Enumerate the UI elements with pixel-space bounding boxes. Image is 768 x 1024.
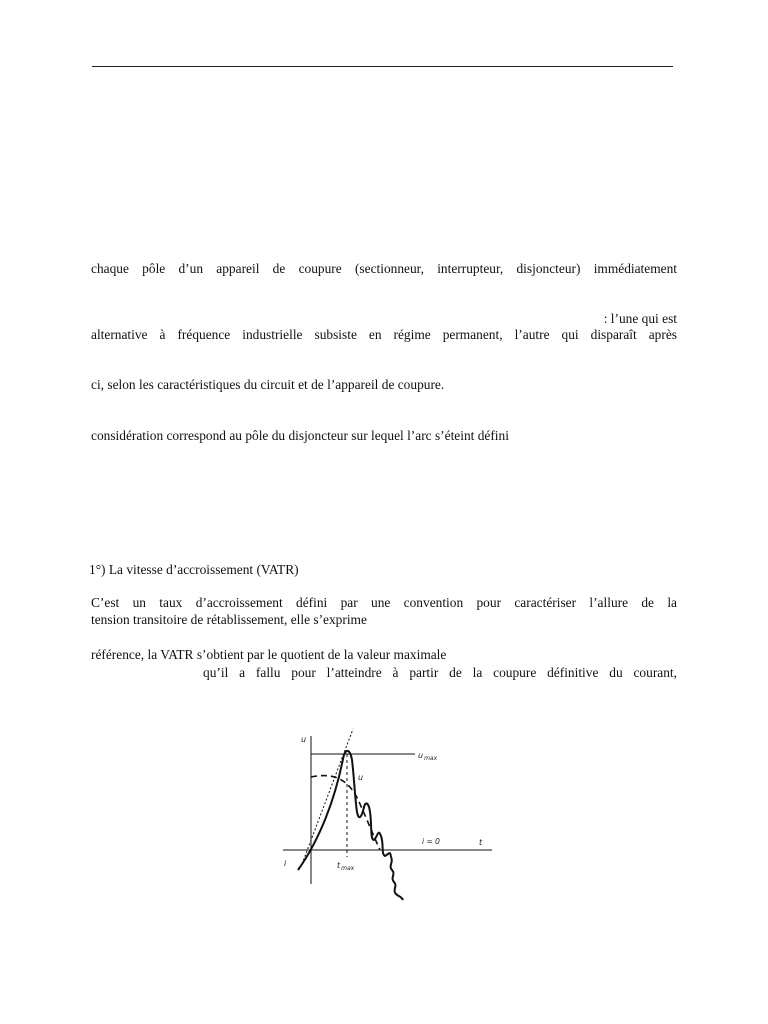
text-line-3: alternative à fréquence industrielle subsiste en régime permanent, l’autre qui disparaît après <box>91 327 677 342</box>
i-zero-label: i = 0 <box>422 837 440 846</box>
text-line-2: : l’une qui est <box>603 311 677 326</box>
voltage-curve <box>298 751 391 870</box>
text-line-5: considération correspond au pôle du disjoncteur sur lequel l’arc s’éteint défini <box>91 428 509 443</box>
paragraph-line-1: C’est un taux d’accroissement défini par une convention pour caractériser l’allure de la <box>91 595 677 610</box>
i-axis-label: i <box>284 859 287 868</box>
voltage-tail <box>391 857 403 900</box>
u-curve-label: u <box>358 773 364 782</box>
u-axis-label: u <box>301 735 307 744</box>
text-line-1: chaque pôle d’un appareil de coupure (sectionneur, interrupteur, disjoncteur) immédiatement <box>91 261 677 276</box>
tmax-label: $t_{max}$ <box>337 861 355 872</box>
text-line-4: ci, selon les caractéristiques du circuit et de l’appareil de coupure. <box>91 377 445 392</box>
tangent-line <box>302 729 353 864</box>
section-heading: 1°) La vitesse d’accroissement (VATR) <box>89 562 299 577</box>
umax-label: $u_{max}$ <box>418 751 438 762</box>
paragraph-line-2: tension transitoire de rétablissement, elle s’exprime <box>91 612 367 627</box>
t-axis-label: t <box>479 838 483 847</box>
trv-diagram <box>280 724 500 904</box>
trv-figure <box>280 724 500 904</box>
paragraph-line-3: référence, la VATR s’obtient par le quotient de la valeur maximale <box>91 647 447 662</box>
header-rule <box>92 66 673 67</box>
paragraph-line-4: qu’il a fallu pour l’atteindre à partir de la coupure définitive du courant, <box>203 665 677 680</box>
